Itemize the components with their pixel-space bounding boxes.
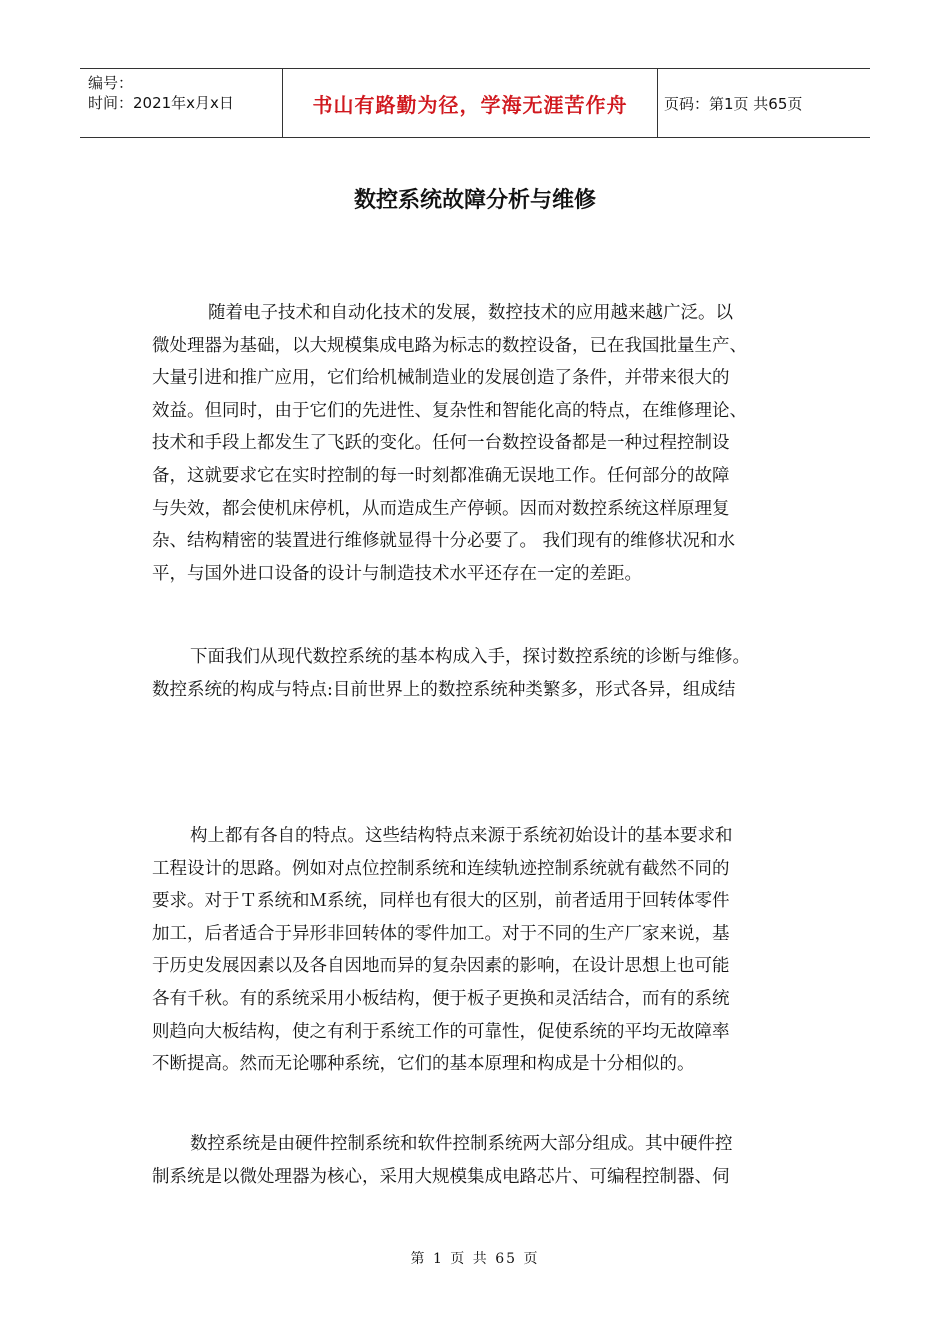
text-line: 随着电子技术和自动化技术的发展，数控技术的应用越来越广泛。以: [208, 303, 733, 323]
document-title: 数控系统故障分析与维修: [353, 188, 596, 213]
page-header: [80, 68, 870, 138]
text-line: 技术和手段上都发生了飞跃的变化。任何一台数控设备都是一种过程控制设: [152, 433, 730, 454]
text-line: 则趋向大板结构，使之有利于系统工作的可靠性，促使系统的平均无故障率: [152, 1021, 730, 1042]
text-line: 杂、结构精密的装置进行维修就显得十分必要了。 我们现有的维修状况和水: [152, 531, 736, 552]
date-label: 时间：2021年x月x日: [88, 94, 234, 112]
text-line: 数控系统的构成与特点:目前世界上的数控系统种类繁多，形式各异，组成结: [152, 679, 736, 700]
text-line: 要求。对于Ｔ系统和Ｍ系统，同样也有很大的区别，前者适用于回转体零件: [152, 891, 730, 912]
paragraph-2: [152, 641, 822, 706]
header-meta: [80, 69, 282, 137]
text-line: 备，这就要求它在实时控制的每一时刻都准确无误地工作。任何部分的故障: [152, 465, 730, 486]
page-footer: 第 1 页 共 65 页: [410, 1251, 540, 1267]
header-motto: 书山有路勤为径，学海无涯苦作舟: [282, 69, 658, 137]
paragraph-1: [152, 297, 822, 590]
text-line: 平，与国外进口设备的设计与制造技术水平还存在一定的差距。: [152, 563, 642, 584]
text-line: 构上都有各自的特点。这些结构特点来源于系统初始设计的基本要求和: [190, 826, 733, 846]
text-line: 与失效，都会使机床停机，从而造成生产停顿。因而对数控系统这样原理复: [152, 498, 730, 519]
header-page-info: 页码：第1页 共65页: [664, 94, 803, 113]
paragraph-4: [152, 1128, 822, 1193]
text-line: 数控系统是由硬件控制系统和软件控制系统两大部分组成。其中硬件控: [190, 1134, 733, 1154]
text-line: 于历史发展因素以及各自因地而异的复杂因素的影响，在设计思想上也可能: [152, 956, 730, 977]
text-line: 微处理器为基础，以大规模集成电路为标志的数控设备，已在我国批量生产、: [152, 335, 747, 356]
number-label: 编号：: [88, 74, 134, 92]
text-line: 大量引进和推广应用，它们给机械制造业的发展创造了条件，并带来很大的: [152, 368, 730, 389]
text-line: 效益。但同时，由于它们的先进性、复杂性和智能化高的特点，在维修理论、: [152, 400, 747, 421]
text-line: 工程设计的思路。例如对点位控制系统和连续轨迹控制系统就有截然不同的: [152, 858, 730, 879]
text-line: 各有千秋。有的系统采用小板结构，便于板子更换和灵活结合，而有的系统: [152, 988, 730, 1009]
paragraph-3: [152, 820, 822, 1081]
text-line: 不断提高。然而无论哪种系统，它们的基本原理和构成是十分相似的。: [152, 1054, 695, 1075]
text-line: 制系统是以微处理器为核心，采用大规模集成电路芯片、可编程控制器、伺: [152, 1166, 730, 1187]
text-line: 加工，后者适合于异形非回转体的零件加工。对于不同的生产厂家来说，基: [152, 923, 730, 944]
text-line: 下面我们从现代数控系统的基本构成入手，探讨数控系统的诊断与维修。: [190, 647, 750, 667]
